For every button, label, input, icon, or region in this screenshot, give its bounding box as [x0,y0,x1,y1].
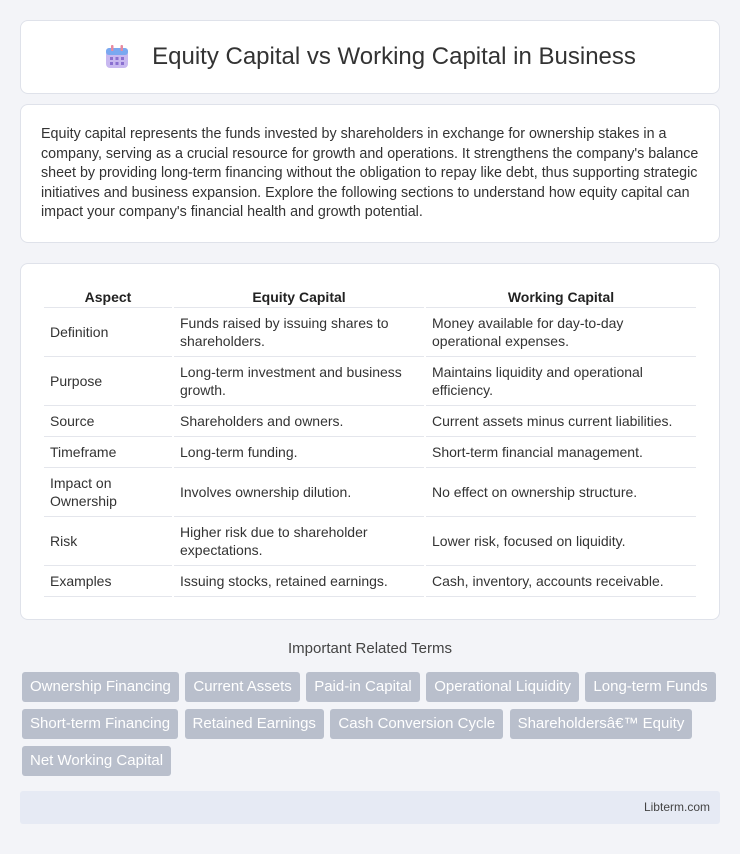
related-term-tag[interactable]: Net Working Capital [22,746,171,776]
related-term-tag[interactable]: Retained Earnings [185,709,324,739]
intro-card [20,104,720,243]
table-row [44,517,696,566]
table-cell: Current assets minus current liabilities. [426,406,696,437]
intro-text: Equity capital represents the funds invested by shareholders in exchange for ownership stakes in a company, serving as a crucial resource for growth and operations. It strengthens the company's balance sheet by providing long-term financing without the obligation to repay like debt, thus supporting strategic initiatives and business expansion. Explore the following sections to understand how equity capital can impact your company's financial health and growth potential. [41,126,699,220]
table-cell: Timeframe [44,437,172,468]
comparison-card [20,263,720,620]
table-cell: Issuing stocks, retained earnings. [174,566,424,597]
table-row [44,468,696,517]
related-terms-title: Important Related Terms [288,640,452,657]
related-term-tag[interactable]: Long-term Funds [585,672,715,702]
table-row [44,357,696,406]
table-row [44,566,696,597]
table-cell: Examples [44,566,172,597]
related-terms-list [22,672,722,783]
related-term-tag[interactable]: Shareholdersâ€™ Equity [510,709,693,739]
column-header-aspect: Aspect [44,284,172,308]
title-card [20,20,720,94]
footer [20,791,720,824]
table-cell: Source [44,406,172,437]
table-cell: Involves ownership dilution. [174,468,424,517]
table-cell: Maintains liquidity and operational efficiency. [426,357,696,406]
table-cell: Funds raised by issuing shares to shareholders. [174,308,424,357]
comparison-table [42,284,698,597]
related-term-tag[interactable]: Operational Liquidity [426,672,579,702]
table-cell: Shareholders and owners. [174,406,424,437]
table-cell: Long-term investment and business growth. [174,357,424,406]
table-cell: Impact on Ownership [44,468,172,517]
table-header-row [44,284,696,308]
table-row [44,308,696,357]
table-row [44,437,696,468]
table-cell: Risk [44,517,172,566]
related-term-tag[interactable]: Cash Conversion Cycle [330,709,503,739]
related-term-tag[interactable]: Current Assets [185,672,299,702]
page-title: Equity Capital vs Working Capital in Business [152,43,636,70]
footer-site-link[interactable]: Libterm.com [643,800,710,814]
related-term-tag[interactable]: Short-term Financing [22,709,178,739]
table-cell: Purpose [44,357,172,406]
table-row [44,406,696,437]
table-cell: Long-term funding. [174,437,424,468]
related-term-tag[interactable]: Ownership Financing [22,672,179,702]
column-header-equity-capital: Equity Capital [174,284,424,308]
table-cell: Money available for day-to-day operational expenses. [426,308,696,357]
table-cell: Cash, inventory, accounts receivable. [426,566,696,597]
related-term-tag[interactable]: Paid-in Capital [306,672,420,702]
column-header-working-capital: Working Capital [426,284,696,308]
table-cell: No effect on ownership structure. [426,468,696,517]
table-cell: Definition [44,308,172,357]
table-cell: Short-term financial management. [426,437,696,468]
calendar-icon [104,44,130,70]
table-cell: Higher risk due to shareholder expectations. [174,517,424,566]
table-cell: Lower risk, focused on liquidity. [426,517,696,566]
